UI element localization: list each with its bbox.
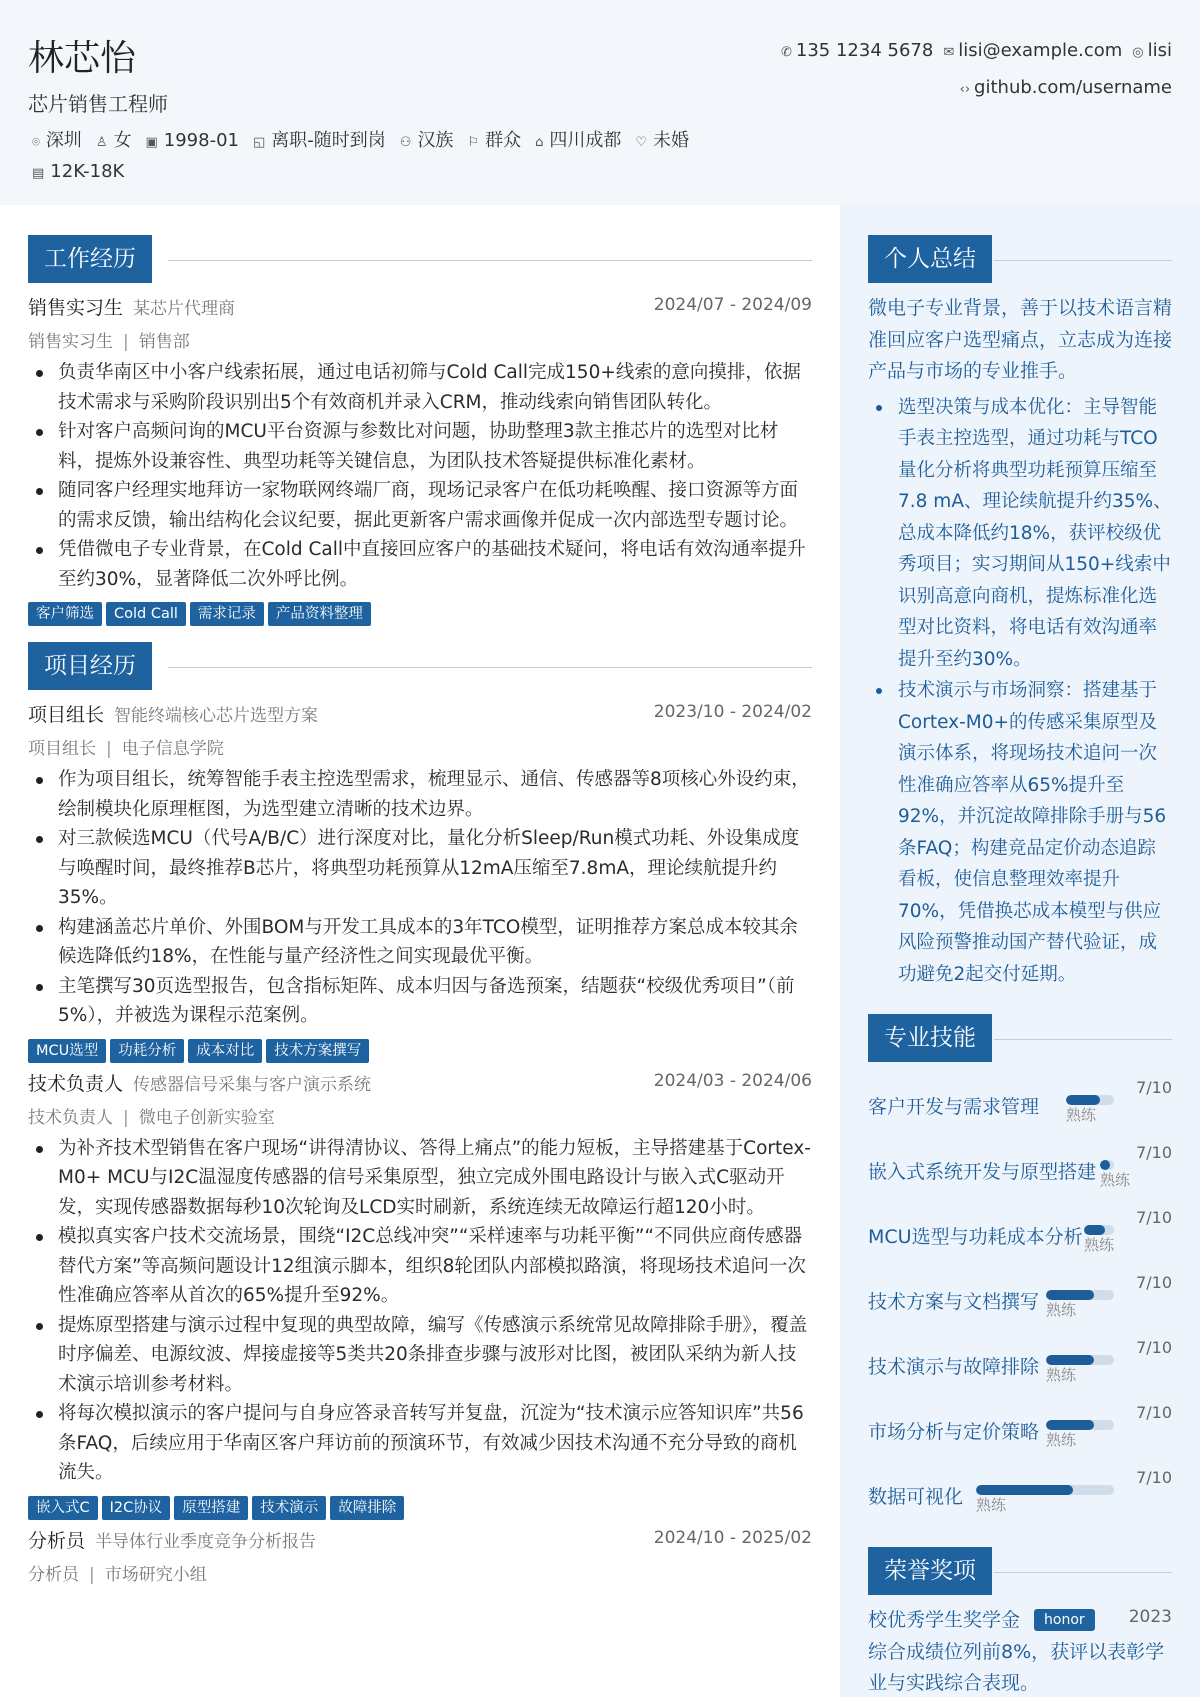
honor-year: 2023 — [1128, 1607, 1172, 1627]
entry-header — [28, 700, 812, 730]
candidate-role: 芯片销售工程师 — [28, 92, 168, 116]
entry-bullets — [28, 358, 812, 594]
info-item — [400, 126, 454, 157]
section-title: 专业技能 — [868, 1014, 992, 1062]
entry-department: 微电子创新实验室 — [138, 1107, 275, 1128]
flag-icon: ⚐ — [467, 135, 480, 150]
info-value: 1998-01 — [163, 130, 239, 151]
skill-score: 7/10 — [1136, 1208, 1172, 1227]
experience-entry — [28, 700, 812, 1065]
email-address[interactable]: lisi@example.com — [958, 40, 1123, 61]
info-value: 深圳 — [45, 130, 82, 151]
skill-score: 7/10 — [1136, 1078, 1172, 1097]
section-summary-header — [868, 235, 1172, 285]
entry-title: 分析员 — [28, 1529, 86, 1552]
entry-date: 2024/07 - 2024/09 — [653, 295, 812, 315]
main-column — [28, 205, 812, 1591]
skill-level: 熟练 — [1046, 1301, 1077, 1319]
section-title: 项目经历 — [28, 642, 152, 690]
candidate-name: 林芯怡 — [28, 38, 137, 79]
skill-score: 7/10 — [1136, 1338, 1172, 1357]
summary-item: 技术演示与市场洞察：搭建基于Cortex-M0+的传感采集原型及演示体系，将现场技术追问一次性准确应答率从65%提升至92%，并沉淀故障排除手册与56条FAQ；构建竞品定价动态追踪看板，使信息整理效率提升70%，凭借换芯成本模型与供应风险预警推动国产替代验证，成功避免2起交付延期。 — [898, 675, 1172, 990]
skill-row — [868, 1397, 1172, 1462]
entry-subtitle — [28, 734, 812, 759]
bullet-item: 将每次模拟演示的客户提问与自身应答录音转写并复盘，沉淀为“技术演示应答知识库”共56条FAQ，后续应用于华南区客户拜访前的预演环节，有效减少因技术沟通不充分导致的商机流失。 — [58, 1399, 812, 1488]
entry-role: 技术负责人 — [28, 1107, 113, 1128]
skill-row — [868, 1072, 1172, 1137]
skill-row — [868, 1332, 1172, 1397]
bullet-item: 作为项目组长，统筹智能手表主控选型需求，梳理显示、通信、传感器等8项核心外设约束，绘制模块化原理框图，为选型建立清晰的技术边界。 — [58, 765, 812, 824]
entry-role: 项目组长 — [28, 739, 96, 759]
skill-level: 熟练 — [1046, 1431, 1077, 1449]
bullet-item: 为补齐技术型销售在客户现场“讲得清协议、答得上痛点”的能力短板，主导搭建基于Cortex-M0+ MCU与I2C温湿度传感器的信号采集原型，独立完成外围电路设计与嵌入式C驱动开发，实现传感器数据每秒10次轮询及LCD实时刷新，系统连续无故障运行超120小时。 — [58, 1134, 812, 1223]
email-icon: ✉ — [943, 45, 955, 60]
skill-name: MCU选型与功耗成本分析 — [868, 1226, 1083, 1248]
entry-header — [28, 1526, 812, 1556]
summary-list — [868, 392, 1172, 991]
entry-organization: 某芯片代理商 — [133, 299, 236, 319]
section-skills-header — [868, 1014, 1172, 1064]
skill-name: 客户开发与需求管理 — [868, 1096, 1040, 1118]
section-divider — [994, 1572, 1172, 1573]
info-value: 汉族 — [417, 130, 454, 151]
entry-tags — [28, 1039, 812, 1065]
info-item — [32, 157, 124, 188]
experience-entry — [28, 1526, 812, 1585]
location-icon: ⌾ — [32, 135, 40, 150]
section-projects-header — [28, 642, 812, 692]
skill-tag: 需求记录 — [190, 602, 264, 626]
skill-tag: 嵌入式C — [28, 1496, 98, 1520]
skill-tag: 成本对比 — [188, 1039, 262, 1063]
skill-tag: 产品资料整理 — [268, 602, 371, 626]
skill-tag: MCU选型 — [28, 1039, 106, 1063]
skill-tag: 技术方案撰写 — [266, 1039, 369, 1063]
skill-name: 技术方案与文档撰写 — [868, 1291, 1040, 1313]
skill-tag: 功耗分析 — [110, 1039, 184, 1063]
bullet-item: 对三款候选MCU（代号A/B/C）进行深度对比，量化分析Sleep/Run模式功耗、外设集成度与唤醒时间，最终推荐B芯片，将典型功耗预算从12mA压缩至7.8mA，理论续航提升约35%。 — [58, 824, 812, 913]
info-item — [96, 126, 132, 157]
entry-bullets — [28, 765, 812, 1031]
github-link[interactable]: github.com/username — [974, 77, 1172, 98]
bullet-item: 随同客户经理实地拜访一家物联网终端厂商，现场记录客户在低功耗唤醒、接口资源等方面的需求反馈，输出结构化会议纪要，据此更新客户需求画像并促成一次内部选型专题讨论。 — [58, 476, 812, 535]
phone-icon: ✆ — [781, 45, 792, 60]
skill-row — [868, 1137, 1172, 1202]
skill-score: 7/10 — [1136, 1143, 1172, 1162]
section-divider — [168, 260, 812, 261]
skill-level: 熟练 — [1100, 1171, 1131, 1189]
section-title: 工作经历 — [28, 235, 152, 283]
calendar-icon: ▣ — [145, 135, 158, 150]
entry-organization: 传感器信号采集与客户演示系统 — [133, 1074, 372, 1095]
honor-name: 校优秀学生奖学金 — [868, 1609, 1021, 1631]
skill-score: 7/10 — [1136, 1403, 1172, 1422]
entry-department: 销售部 — [138, 332, 190, 352]
skill-tag: 技术演示 — [252, 1496, 326, 1520]
section-divider — [994, 1039, 1172, 1040]
gender-icon: ♙ — [95, 135, 108, 150]
experience-entry — [28, 293, 812, 628]
skill-row — [868, 1267, 1172, 1332]
entry-organization: 半导体行业季度竞争分析报告 — [95, 1531, 317, 1552]
skill-level: 熟练 — [1084, 1236, 1115, 1254]
entry-title: 技术负责人 — [28, 1072, 124, 1095]
skill-row — [868, 1202, 1172, 1267]
entry-role: 分析员 — [28, 1564, 79, 1585]
section-divider — [168, 667, 812, 668]
honor-header — [868, 1605, 1172, 1637]
skill-level: 熟练 — [1046, 1366, 1077, 1384]
separator: | — [106, 739, 112, 759]
skill-tag: 原型搭建 — [174, 1496, 248, 1520]
entry-organization: 智能终端核心芯片选型方案 — [114, 706, 319, 726]
skill-tag: 客户筛选 — [28, 602, 102, 626]
skill-score: 7/10 — [1136, 1273, 1172, 1292]
entry-subtitle — [28, 327, 812, 352]
wechat-icon: ◎ — [1132, 45, 1144, 60]
bullet-item: 主笔撰写30页选型报告，包含指标矩阵、成本归因与备选预案，结题获“校级优秀项目”（前5%），并被选为课程示范案例。 — [58, 972, 812, 1031]
honor-description: 综合成绩位列前8%，获评以表彰学业与实践综合表现。 — [868, 1641, 1165, 1694]
section-honors-header — [868, 1547, 1172, 1597]
entry-tags — [28, 1496, 812, 1522]
entry-department: 电子信息学院 — [121, 739, 224, 759]
summary-item: 选型决策与成本优化：主导智能手表主控选型，通过功耗与TCO量化分析将典型功耗预算压缩至7.8 mA、理论续航提升约35%、总成本降低约18%，获评校级优秀项目；实习期间从150+线索中识别高意向商机，提炼标准化选型对比资料，将电话有效沟通率提升至约30%。 — [898, 392, 1172, 676]
info-item — [32, 126, 82, 157]
resume-header — [0, 0, 1200, 205]
skill-list — [868, 1072, 1172, 1527]
entry-header — [28, 1069, 812, 1099]
skill-name: 技术演示与故障排除 — [868, 1356, 1040, 1378]
info-item — [253, 126, 386, 157]
summary-intro: 微电子专业背景，善于以技术语言精准回应客户选型痛点，立志成为连接产品与市场的专业推手。 — [868, 297, 1173, 382]
info-item — [535, 126, 621, 157]
entry-date: 2024/10 - 2025/02 — [653, 1527, 812, 1548]
info-item — [145, 126, 239, 157]
skill-name: 市场分析与定价策略 — [868, 1421, 1040, 1443]
bullet-item: 模拟真实客户技术交流场景，围绕“I2C总线冲突”“采样速率与功耗平衡”“不同供应商传感器替代方案”等高频问题设计12组演示脚本，组织8轮团队内部模拟路演，将现场技术追问一次性准确应答率从首次的65%提升至92%。 — [58, 1222, 812, 1311]
skill-score: 7/10 — [1136, 1468, 1172, 1487]
skill-tag: Cold Call — [106, 602, 186, 626]
section-work-header — [28, 235, 812, 285]
side-column — [868, 205, 1172, 1699]
bullet-item: 针对客户高频问询的MCU平台资源与参数比对问题，协助整理3款主推芯片的选型对比材料，提炼外设兼容性、典型功耗等关键信息，为团队技术答疑提供标准化素材。 — [58, 417, 812, 476]
skill-name: 数据可视化 — [868, 1486, 964, 1508]
section-title: 荣誉奖项 — [868, 1547, 992, 1595]
entry-title: 项目组长 — [28, 704, 105, 726]
entry-date: 2023/10 - 2024/02 — [653, 702, 812, 722]
entry-tags — [28, 602, 812, 628]
separator: | — [89, 1564, 95, 1585]
entry-subtitle — [28, 1103, 812, 1128]
skill-level: 熟练 — [976, 1496, 1007, 1514]
entry-role: 销售实习生 — [28, 332, 113, 352]
info-value: 离职-随时到岗 — [271, 130, 386, 151]
section-title: 个人总结 — [868, 235, 992, 283]
section-divider — [994, 260, 1172, 261]
bullet-item: 凭借微电子专业背景，在Cold Call中直接回应客户的基础技术疑问，将电话有效沟通率提升至约30%，显著降低二次外呼比例。 — [58, 535, 812, 594]
entry-subtitle — [28, 1560, 812, 1585]
info-value: 群众 — [485, 130, 522, 151]
entry-department: 市场研究小组 — [104, 1564, 207, 1585]
entry-header — [28, 293, 812, 323]
briefcase-icon: ◱ — [252, 135, 266, 150]
info-value: 女 — [113, 130, 132, 151]
people-icon: ⚇ — [399, 135, 412, 150]
wechat-id: lisi — [1147, 40, 1172, 61]
home-icon: ⌂ — [535, 135, 544, 150]
contact-info — [771, 33, 1172, 107]
info-value: 四川成都 — [549, 130, 622, 151]
honor-badge: honor — [1034, 1609, 1095, 1631]
personal-info — [32, 126, 792, 188]
entry-date: 2024/03 - 2024/06 — [653, 1070, 812, 1091]
bullet-item: 提炼原型搭建与演示过程中复现的典型故障，编写《传感演示系统常见故障排除手册》，覆盖时序偏差、电源纹波、焊接虚接等5类共20条排查步骤与波形对比图，被团队采纳为新人技术演示培训参考材料。 — [58, 1311, 812, 1400]
experience-entry — [28, 1069, 812, 1522]
skill-name: 嵌入式系统开发与原型搭建 — [868, 1161, 1097, 1183]
heart-icon: ♡ — [635, 135, 648, 150]
phone-number[interactable]: 135 1234 5678 — [795, 40, 934, 61]
bullet-item: 负责华南区中小客户线索拓展，通过电话初筛与Cold Call完成150+线索的意向摸排，依据技术需求与采购阶段识别出5个有效商机并录入CRM，推动线索向销售团队转化。 — [58, 358, 812, 417]
separator: | — [123, 332, 129, 352]
separator: | — [123, 1107, 129, 1128]
skill-tag: I2C协议 — [102, 1496, 171, 1520]
entry-title: 销售实习生 — [28, 297, 124, 319]
info-item — [635, 126, 689, 157]
info-value: 12K-18K — [50, 161, 125, 182]
skill-tag: 故障排除 — [330, 1496, 404, 1520]
skill-level: 熟练 — [1066, 1106, 1097, 1124]
info-item — [467, 126, 521, 157]
info-value: 未婚 — [653, 130, 690, 151]
code-icon: ‹› — [959, 82, 971, 97]
skill-row — [868, 1462, 1172, 1527]
salary-icon: ▤ — [32, 166, 45, 181]
entry-bullets — [28, 1134, 812, 1488]
bullet-item: 构建涵盖芯片单价、外围BOM与开发工具成本的3年TCO模型，证明推荐方案总成本较其余候选降低约18%，在性能与量产经济性之间实现最优平衡。 — [58, 913, 812, 972]
